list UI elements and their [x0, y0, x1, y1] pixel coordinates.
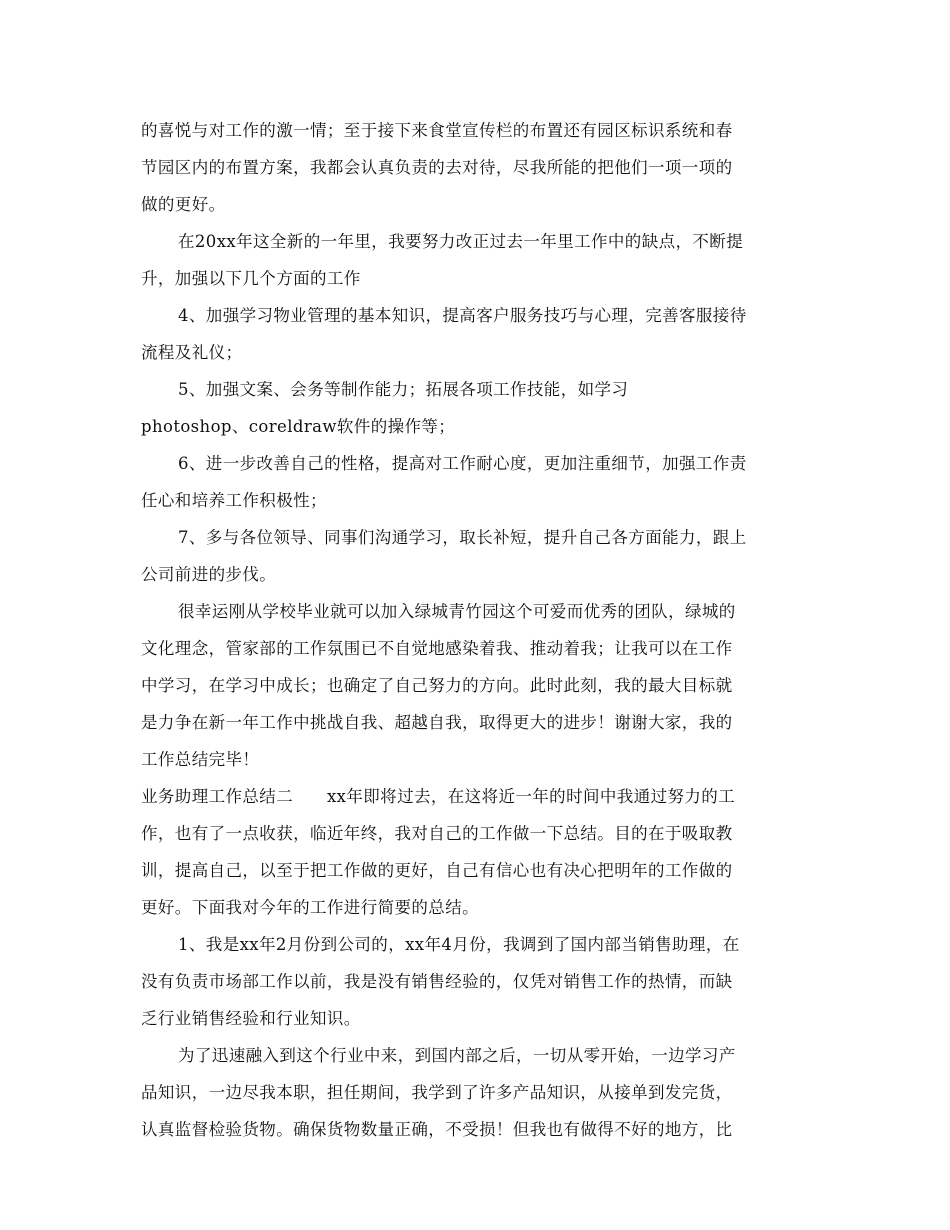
text-line: 5、加强文案、会务等制作能力；拓展各项工作技能，如学习	[178, 380, 629, 399]
text-line: 乏行业销售经验和行业知识。	[141, 1009, 361, 1028]
text-line: photoshop、coreldraw软件的操作等；	[141, 417, 456, 436]
text-line: 做的更好。	[141, 195, 226, 214]
text-line: 7、多与各位领导、同事们沟通学习，取长补短，提升自己各方面能力，跟上	[178, 528, 747, 547]
text-line: 工作总结完毕！	[141, 750, 260, 769]
text-line: 文化理念，管家部的工作氛围已不自觉地感染着我、推动着我；让我可以在工作	[141, 639, 733, 658]
text-line: 6、进一步改善自己的性格，提高对工作耐心度，更加注重细节，加强工作责	[178, 454, 747, 473]
text-line: 1、我是xx年2月份到公司的，xx年4月份，我调到了国内部当销售助理，在	[178, 935, 740, 954]
text-line: 品知识，一边尽我本职，担任期间，我学到了许多产品知识，从接单到发完货，	[141, 1083, 733, 1102]
text-line: 流程及礼仪；	[141, 343, 243, 362]
text-line: 很幸运刚从学校毕业就可以加入绿城青竹园这个可爱而优秀的团队，绿城的	[178, 602, 736, 621]
text-line: 认真监督检验货物。确保货物数量正确，不受损！但我也有做得不好的地方，比	[141, 1120, 733, 1139]
text-line: 为了迅速融入到这个行业中来，到国内部之后，一切从零开始，一边学习产	[178, 1046, 736, 1065]
section-heading-line: 业务助理工作总结二 xx年即将过去，在这将近一年的时间中我通过努力的工	[141, 787, 736, 806]
text-line: 没有负责市场部工作以前，我是没有销售经验的，仅凭对销售工作的热情，而缺	[141, 972, 733, 991]
text-line: 训，提高自己，以至于把工作做的更好，自己有信心也有决心把明年的工作做的	[141, 861, 733, 880]
text-line: 的喜悦与对工作的激一情；至于接下来食堂宣传栏的布置还有园区标识系统和春	[141, 121, 733, 140]
text-line: 中学习，在学习中成长；也确定了自己努力的方向。此时此刻，我的最大目标就	[141, 676, 733, 695]
text-line: 4、加强学习物业管理的基本知识，提高客户服务技巧与心理，完善客服接待	[178, 306, 747, 325]
text-line: 作，也有了一点收获，临近年终，我对自己的工作做一下总结。目的在于吸取教	[141, 824, 733, 843]
text-line: 节园区内的布置方案，我都会认真负责的去对待，尽我所能的把他们一项一项的	[141, 158, 733, 177]
text-line: 更好。下面我对今年的工作进行简要的总结。	[141, 898, 479, 917]
text-line: 是力争在新一年工作中挑战自我、超越自我，取得更大的进步！谢谢大家，我的	[141, 713, 733, 732]
text-line: 在20xx年这全新的一年里，我要努力改正过去一年里工作中的缺点，不断提	[178, 232, 744, 251]
text-line: 升，加强以下几个方面的工作	[141, 269, 361, 288]
text-line: 任心和培养工作积极性；	[141, 491, 327, 510]
text-line: 公司前进的步伐。	[141, 565, 277, 584]
